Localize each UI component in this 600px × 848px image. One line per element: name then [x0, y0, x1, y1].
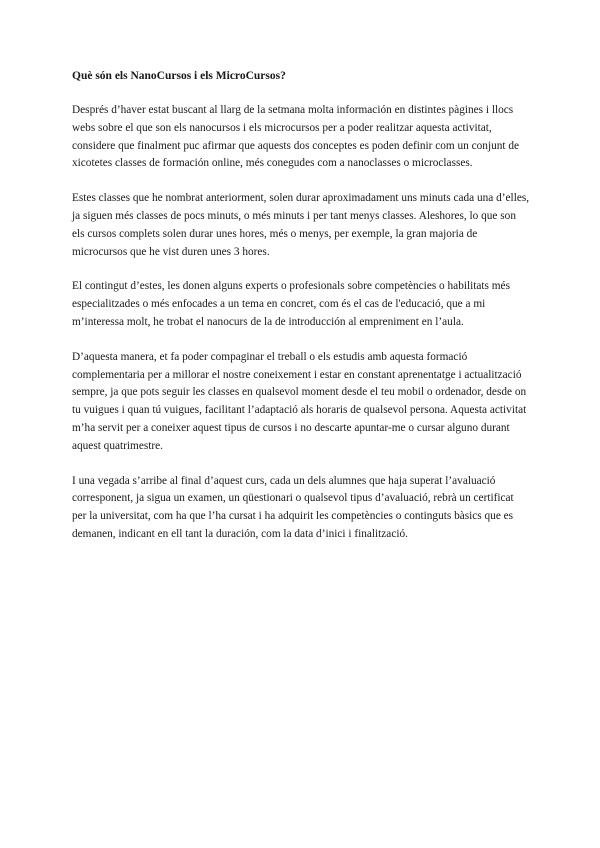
document-body [72, 68, 530, 561]
paragraph-definition: Després d’haver estat buscant al llarg de la setmana molta información en distintes pàgines i llocs webs sobre el que son els nanocursos i els microcursos per a poder realitzar aquesta activitat, considere que finalment puc afirmar que aquests dos conceptes es poden definir com un conjunt de xicotetes classes de formación online, més conegudes com a nanoclasses o microclasses. [72, 104, 520, 170]
paragraph-content: El contingut d’estes, les donen alguns experts o profesionals sobre competències o habilitats més especialitzades o més enfocades a un tema en concret, com és el cas de l'educació, que a mi m’interessa molt, he trobat el nanocurs de la de introducción al empreniment en l’aula. [72, 280, 510, 328]
paragraph-certificate: I una vegada s’arribe al final d’aquest curs, cada un dels alumnes que haja superat l’avaluació corresponent, ja sigua un examen, un qüestionari o qualsevol tipus d’avaluació, rebrà un certificat per la universitat, com ha que l’ha cursat i ha adquirit les competències o continguts bàsics que es demanen, indicant en ell tant la duración, com la data d’inici i finalització. [72, 474, 514, 540]
document-title: Què són els NanoCursos i els MicroCursos? [72, 70, 286, 82]
paragraph-flexibility: D’aquesta manera, et fa poder compaginar el treball o els estudis amb aquesta formació complementaria per a millorar el nostre coneixement i estar en constant aprenentatge i actualització sempre, ja que pots seguir les classes en qualsevol moment desde el teu mobil o ordenador, desde on tu vuigues i quan tú vuigues, facilitant l’adaptació als horaris de qualsevol persona. Aquesta activitat m’ha servit per a coneixer aquest tipus de cursos i no descarte apuntar-me o cursar alguno durant aquest quatrimestre. [72, 350, 527, 452]
paragraph-duration: Estes classes que he nombrat anteriorment, solen durar aproximadament uns minuts cada una d’elles, ja siguen més classes de pocs minuts, o més minuts i per tant menys classes. Aleshores, lo que son els cursos complets solen durar unes hores, més o menys, per exemple, la gran majoria de microcursos que he vist duren unes 3 hores. [72, 192, 530, 258]
